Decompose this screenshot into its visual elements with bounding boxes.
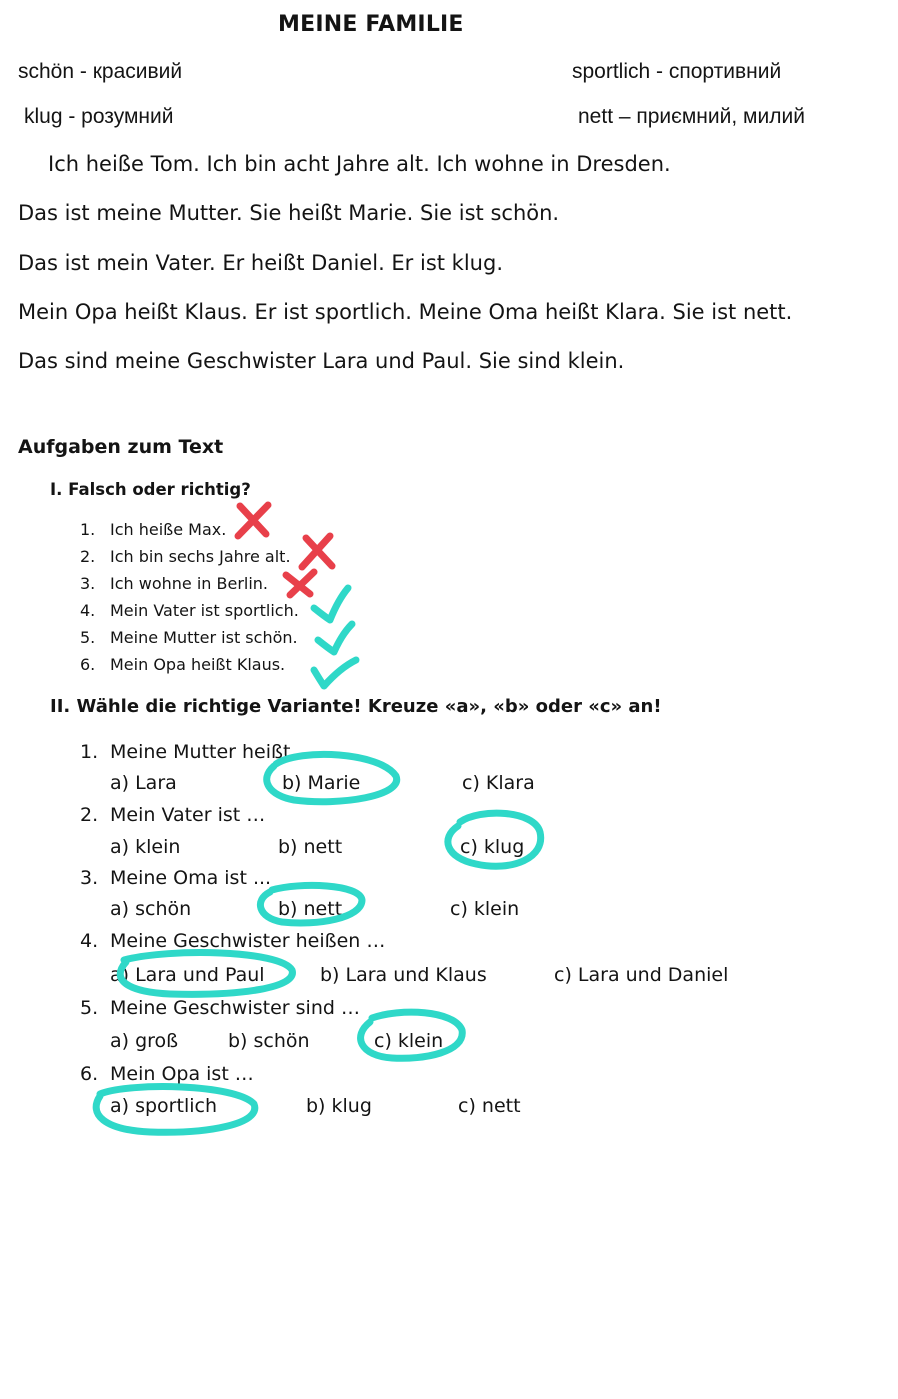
question-text: Meine Geschwister sind …	[110, 997, 360, 1019]
option-a[interactable]: a) groß	[110, 1030, 179, 1052]
story-line: Ich heiße Tom. Ich bin acht Jahre alt. Ich wohne in Dresden.	[48, 152, 671, 176]
option-c[interactable]: c) Klara	[462, 772, 535, 794]
list-item	[80, 601, 95, 620]
question-text: Meine Mutter heißt …	[110, 741, 316, 763]
statement-text: Mein Opa heißt Klaus.	[110, 655, 286, 674]
item-number: 5.	[80, 628, 96, 647]
list-item	[80, 547, 95, 566]
story-line: Das sind meine Geschwister Lara und Paul. Sie sind klein.	[18, 349, 625, 373]
part2-heading: II. Wähle die richtige Variante! Kreuze «a», «b» oder «c» an!	[50, 696, 662, 717]
statement-text: Meine Mutter ist schön.	[110, 628, 298, 647]
check-mark	[318, 624, 352, 652]
option-b[interactable]: b) Marie	[282, 772, 361, 794]
option-c[interactable]: c) Lara und Daniel	[554, 964, 729, 986]
option-b[interactable]: b) nett	[278, 898, 343, 920]
option-a[interactable]: a) klein	[110, 836, 181, 858]
story-line: Mein Opa heißt Klaus. Er ist sportlich. Meine Oma heißt Klara. Sie ist nett.	[18, 300, 793, 324]
list-item	[80, 574, 95, 593]
statement-text: Ich wohne in Berlin.	[110, 574, 269, 593]
vocab-item: sportlich - спортивний	[572, 60, 782, 83]
cross-mark	[286, 572, 314, 595]
story-line: Das ist meine Mutter. Sie heißt Marie. Sie ist schön.	[18, 201, 560, 225]
list-item	[80, 628, 95, 647]
option-b[interactable]: b) nett	[278, 836, 343, 858]
question-text: Meine Oma ist ...	[110, 867, 272, 889]
statement-text: Ich heiße Max.	[110, 520, 227, 539]
list-item	[80, 655, 95, 674]
item-number: 3.	[80, 574, 96, 593]
vocab-item: schön - красивий	[18, 60, 183, 83]
question-number: 3.	[80, 867, 99, 889]
option-a[interactable]: a) Lara	[110, 772, 177, 794]
option-c[interactable]: c) nett	[458, 1095, 521, 1117]
statement-text: Mein Vater ist sportlich.	[110, 601, 299, 620]
tasks-heading: Aufgaben zum Text	[18, 436, 224, 458]
question-text: Meine Geschwister heißen …	[110, 930, 386, 952]
story-line: Das ist mein Vater. Er heißt Daniel. Er ist klug.	[18, 251, 503, 275]
check-mark	[314, 660, 356, 686]
vocab-item: klug - розумний	[24, 105, 174, 128]
option-a[interactable]: a) sportlich	[110, 1095, 217, 1117]
question-text: Mein Vater ist …	[110, 804, 266, 826]
item-number: 2.	[80, 547, 96, 566]
cross-mark	[238, 505, 268, 536]
part1-heading: I. Falsch oder richtig?	[50, 480, 251, 499]
option-c[interactable]: c) klug	[460, 836, 525, 858]
item-number: 6.	[80, 655, 96, 674]
item-number: 1.	[80, 520, 96, 539]
list-item	[80, 520, 95, 539]
cross-mark	[302, 536, 332, 567]
question-text: Mein Opa ist …	[110, 1063, 254, 1085]
item-number: 4.	[80, 601, 96, 620]
question-number: 2.	[80, 804, 99, 826]
option-a[interactable]: a) schön	[110, 898, 192, 920]
option-c[interactable]: c) klein	[450, 898, 520, 920]
option-c[interactable]: c) klein	[374, 1030, 444, 1052]
option-b[interactable]: b) klug	[306, 1095, 372, 1117]
question-number: 6.	[80, 1063, 99, 1085]
question-number: 1.	[80, 741, 99, 763]
check-mark	[314, 588, 348, 620]
question-number: 4.	[80, 930, 99, 952]
vocab-item: nett – приємний, милий	[578, 105, 805, 128]
statement-text: Ich bin sechs Jahre alt.	[110, 547, 291, 566]
page-title: MEINE FAMILIE	[278, 12, 464, 37]
option-b[interactable]: b) Lara und Klaus	[320, 964, 487, 986]
question-number: 5.	[80, 997, 99, 1019]
option-a[interactable]: a) Lara und Paul	[110, 964, 265, 986]
option-b[interactable]: b) schön	[228, 1030, 310, 1052]
